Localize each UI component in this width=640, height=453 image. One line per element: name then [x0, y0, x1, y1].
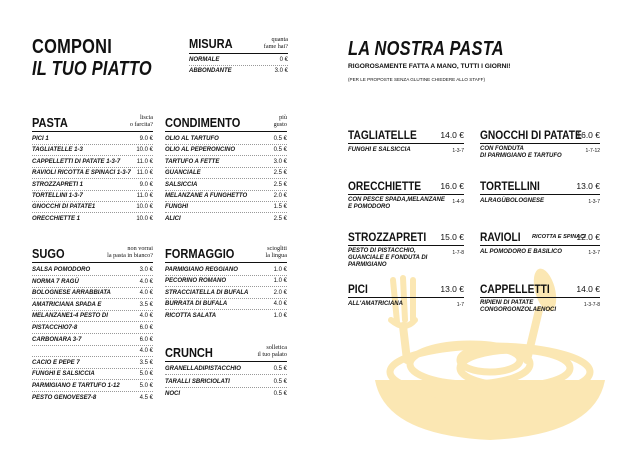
dish-rule [480, 297, 600, 298]
formaggio-note: sciogliti la lingua [265, 245, 287, 259]
menu-item-price: 3.5 € [139, 301, 153, 308]
sugo-list [32, 265, 153, 405]
menu-item-price: 1.0 € [273, 278, 287, 285]
dish-description: RIPIENI DI PATATE CONGORGONZOLAENOCI [480, 300, 556, 313]
dish-title: ORECCHIETTE [348, 179, 422, 193]
menu-item-name: STRACCIATELLA DI BUFALA [165, 289, 249, 296]
menu-item-name: SALSA POMODORO [32, 267, 91, 273]
crunch-section [165, 343, 287, 405]
menu-item-price: 10.0 € [136, 147, 153, 154]
menu-item-price: 1.0 € [273, 312, 287, 319]
dish-description: ALL'AMATRICIANA [348, 301, 403, 307]
menu-item-row [165, 389, 287, 400]
menu-item-name: TARTUFO A FETTE [165, 158, 220, 165]
menu-item-name: STROZZAPRETI 1 [32, 181, 84, 188]
menu-item-name: PARMIGIANO E TARTUFO 1-12 [32, 383, 120, 389]
menu-item-price: 3.0 € [139, 267, 153, 273]
menu-item-row [165, 214, 287, 225]
menu-item-price: 5.0 € [139, 371, 153, 378]
dish-description: FUNGHI E SALSICCIA [348, 147, 411, 153]
dish-price: 16.0 € [576, 130, 600, 140]
misura-note: quanta fame hai? [263, 36, 288, 50]
menu-item-price: 3.0 € [273, 158, 287, 165]
dish-price: 13.0 € [576, 181, 600, 191]
menu-item-row [32, 393, 153, 404]
menu-item-price: 6.0 € [139, 325, 153, 331]
menu-item-row [165, 180, 287, 191]
dish-description: CON PESCE SPADA,MELANZANE E POMODORO [348, 197, 445, 210]
menu-item-name: GRANELLADIPISTACCHIO [165, 366, 241, 372]
dish-description: AL POMODORO E BASILICO [480, 249, 562, 255]
menu-item-name: AMATRICIANA SPADA E [32, 301, 102, 308]
condimento-note: più gusto [273, 114, 287, 128]
misura-title: MISURA [189, 36, 233, 51]
menu-item-name: CACIO E PEPE 7 [32, 359, 80, 366]
menu-item-price: 0 € [279, 57, 288, 63]
sugo-rule [32, 262, 153, 263]
crunch-title: CRUNCH [165, 345, 213, 360]
menu-item-price: 4.0 € [273, 301, 287, 308]
menu-item-price: 11.0 € [136, 193, 153, 199]
dish-title: TORTELLINI [480, 179, 540, 193]
dish-description: ALRAGÙBOLOGNESE [480, 198, 545, 204]
menu-item-name: TAGLIATELLE 1-3 [32, 147, 83, 154]
dish-allergen-codes: 1-7-12 [585, 148, 600, 154]
menu-item-price: 10.0 € [136, 204, 153, 211]
dish-price: 13.0 € [440, 284, 464, 294]
pasta-rule [32, 131, 153, 132]
menu-item-name: ABBONDANTE [189, 68, 232, 74]
sugo-section [32, 244, 153, 406]
menu-item-row [32, 335, 153, 346]
menu-item-name: PESTO GENOVESE7-8 [32, 394, 97, 401]
misura-list [189, 55, 288, 79]
menu-item-name: BURRATA DI BUFALA [165, 301, 228, 308]
dish-allergen-codes: 1-7 [456, 302, 464, 308]
menu-item-row [32, 145, 153, 156]
menu-item-price: 0.5 € [273, 366, 287, 372]
menu-item-row [165, 157, 287, 168]
menu-item-price: 4.0 € [139, 278, 153, 285]
dish-title: CAPPELLETTI [480, 282, 550, 296]
dish-title: GNOCCHI DI PATATE [480, 128, 582, 142]
sugo-note: non vorrai la pasta in bianco? [107, 245, 153, 259]
menu-item-price: 4.0 € [139, 313, 153, 320]
menu-item-row [165, 288, 287, 299]
crunch-note: solletica il tuo palato [257, 344, 287, 358]
dish-title: TAGLIATELLE [348, 128, 417, 142]
menu-item-row [165, 191, 287, 202]
dish-allergen-codes: 1-3-7-8 [583, 302, 600, 308]
menu-item-price: 9.0 € [139, 136, 153, 142]
dish-allergen-codes: 1-3-7 [452, 148, 464, 154]
formaggio-title: FORMAGGIO [165, 246, 235, 261]
crunch-list [165, 364, 287, 404]
menu-item-name: FUNGHI E SALSICCIA [32, 371, 95, 378]
right-note: (PER LE PROPOSTE SENZA GLUTINE CHIEDERE ALLO STAFF) [348, 77, 485, 82]
menu-item-name: PISTACCHIO7-8 [32, 325, 78, 331]
dish-price: 15.0 € [440, 232, 464, 242]
dish-title: PICI [348, 282, 368, 296]
dish-allergen-codes: 1-3-7 [588, 250, 600, 256]
menu-item-row [165, 265, 287, 276]
menu-item-row [32, 288, 153, 299]
dish-rule [348, 143, 464, 144]
menu-item-row [32, 265, 153, 276]
menu-item-name: GUANCIALE [165, 170, 201, 177]
menu-item-row [32, 214, 153, 225]
menu-item-row [165, 168, 287, 179]
menu-item-price: 5.0 € [139, 383, 153, 389]
menu-item-row [32, 180, 153, 191]
dish-description: PESTO DI PISTACCHIO, GUANCIALE E FONDUTA DI PARMIGIANO [348, 248, 428, 268]
menu-item-row [165, 145, 287, 156]
menu-item-row [189, 55, 288, 66]
formaggio-list [165, 265, 287, 323]
menu-item-row [32, 191, 153, 202]
dish-price: 14.0 € [440, 130, 464, 140]
menu-item-row [32, 202, 153, 213]
menu-item-name: GNOCCHI DI PATATE1 [32, 204, 96, 211]
dish-price: 14.0 € [576, 284, 600, 294]
menu-item-row [165, 377, 287, 388]
formaggio-rule [165, 262, 287, 263]
pasta-note: liscia o farcita? [129, 114, 153, 128]
menu-item-price: 3.0 € [274, 68, 288, 74]
formaggio-section [165, 244, 287, 324]
menu-item-row [32, 381, 153, 392]
menu-item-name: MELANZANE1-4 PESTO DI [32, 313, 108, 320]
menu-item-price: 2.5 € [273, 170, 287, 177]
menu-item-name: BOLOGNESE ARRABBIATA [32, 290, 111, 297]
dish-allergen-codes: 1-4-9 [452, 199, 464, 205]
menu-item-row [165, 276, 287, 287]
menu-item-name: ORECCHIETTE 1 [32, 215, 81, 222]
misura-section [189, 36, 288, 81]
condimento-section [165, 113, 287, 228]
menu-item-price: 4.0 € [139, 348, 153, 355]
menu-item-name: OLIO AL TARTUFO [165, 136, 219, 142]
menu-item-price: 6.0 € [139, 336, 153, 343]
menu-item-price: 11.0 € [136, 158, 153, 165]
dish-rule [348, 194, 464, 195]
menu-item-name: FUNGHI [165, 204, 188, 211]
right-title: LA NOSTRA PASTA [348, 38, 504, 60]
menu-item-row [165, 311, 287, 322]
menu-item-price: 1.5 € [273, 204, 287, 211]
menu-item-name: RAVIOLI RICOTTA E SPINACI 1-3-7 [32, 170, 131, 177]
menu-item-price: 10.0 € [136, 215, 153, 222]
menu-item-name: NORMA 7 RAGÙ [32, 278, 79, 285]
dish-rule [480, 143, 600, 144]
left-title-line2: IL TUO PIATTO [32, 58, 152, 80]
menu-item-name: RICOTTA SALATA [165, 312, 217, 319]
menu-item-name: PECORINO ROMANO [165, 278, 227, 285]
menu-item-name: MELANZANE A FUNGHETTO [165, 193, 248, 199]
menu-item-name: TORTELLINI 1-3-7 [32, 193, 83, 199]
pasta-title: PASTA [32, 115, 68, 130]
menu-item-price: 2.5 € [273, 181, 287, 188]
menu-item-row [32, 311, 153, 322]
right-subtitle: RIGOROSAMENTE FATTA A MANO, TUTTI I GIORNI! [348, 63, 511, 70]
menu-item-price: 2.0 € [273, 193, 287, 199]
menu-item-row [32, 157, 153, 168]
menu-item-name: CAPPELLETTI DI PATATE 1-3-7 [32, 158, 121, 165]
menu-item-name: PARMIGIANO REGGIANO [165, 267, 238, 273]
menu-item-row [189, 66, 288, 77]
dish-price: 16.0 € [440, 181, 464, 191]
dish-rule [348, 297, 464, 298]
menu-item-name: CARBONARA 3-7 [32, 336, 82, 343]
menu-item-price: 3.5 € [139, 359, 153, 366]
dish-title: STROZZAPRETI [348, 230, 427, 244]
menu-item-name: NOCI [165, 391, 180, 397]
menu-item-price: 0.5 € [273, 378, 287, 385]
dish-rule [480, 245, 600, 246]
menu-item-name: ALICI [165, 215, 181, 222]
menu-item-row [32, 323, 153, 334]
menu-item-row [32, 346, 153, 357]
menu-item-price: 4.0 € [139, 290, 153, 297]
dish-title: RAVIOLI [480, 230, 521, 244]
pasta-list [32, 134, 153, 226]
pasta-section [32, 113, 153, 228]
menu-item-row [32, 134, 153, 145]
misura-rule [189, 53, 288, 54]
menu-item-price: 9.0 € [139, 181, 153, 188]
menu-item-price: 0.5 € [273, 136, 287, 142]
menu-item-row [32, 277, 153, 288]
condimento-list [165, 134, 287, 226]
menu-item-row [32, 300, 153, 311]
menu-item-name: OLIO AL PEPERONCINO [165, 147, 236, 154]
dish-subtitle: RICOTTA E SPINACI [532, 234, 586, 240]
left-title-line1: COMPONI [32, 36, 113, 58]
menu-item-price: 0.5 € [273, 391, 287, 397]
menu-item-price: 1.0 € [273, 267, 287, 273]
menu-item-row [165, 202, 287, 213]
crunch-rule [165, 361, 287, 362]
menu-item-row [32, 358, 153, 369]
dish-allergen-codes: 1-3-7 [588, 199, 600, 205]
menu-item-row [165, 364, 287, 375]
menu-item-row [32, 369, 153, 380]
menu-item-name: NORMALE [189, 57, 220, 63]
dish-rule [348, 245, 464, 246]
dish-allergen-codes: 1-7-8 [452, 250, 464, 256]
dish-description: CON FONDUTA DI PARMIGIANO E TARTUFO [480, 146, 562, 159]
dish-rule [480, 194, 600, 195]
menu-item-price: 2.0 € [273, 289, 287, 296]
menu-item-price: 0.5 € [273, 147, 287, 154]
dish-price: 12.0 € [576, 232, 600, 242]
menu-item-name: PICI 1 [32, 136, 49, 142]
condimento-rule [165, 131, 287, 132]
menu-item-price: 11.0 € [136, 170, 153, 177]
sugo-title: SUGO [32, 246, 65, 261]
menu-item-row [32, 168, 153, 179]
menu-item-row [165, 134, 287, 145]
menu-item-name: SALSICCIA [165, 181, 198, 188]
menu-item-price: 4.5 € [139, 394, 153, 401]
condimento-title: CONDIMENTO [165, 115, 241, 130]
menu-item-name: TARALLI SBRICIOLATI [165, 378, 230, 385]
menu-item-price: 2.5 € [273, 215, 287, 222]
menu-item-row [165, 299, 287, 310]
